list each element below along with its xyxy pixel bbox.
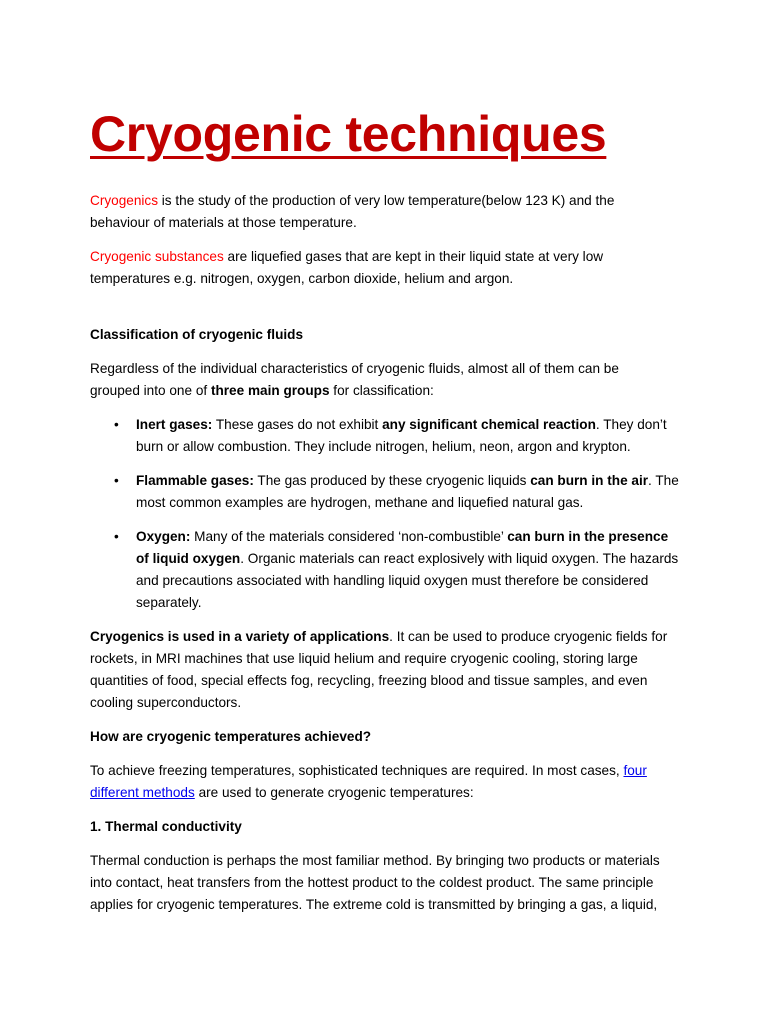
thermal-paragraph: Thermal conduction is perhaps the most familiar method. By bringing two products or materials into contact, heat transfers from the hottest product to the coldest product. The same principle applies for cryogenic temperatures. The extreme cold is transmitted by bringing a gas, a liquid, [90, 853, 660, 912]
achieved-paragraph: To achieve freezing temperatures, sophisticated techniques are required. In most cases, four different methods are used to generate cryogenic temperatures: [90, 763, 647, 800]
list-item: • Inert gases: These gases do not exhibit any significant chemical reaction. They don’t burn or allow combustion. They include nitrogen, helium, neon, argon and krypton. [90, 414, 690, 458]
page-title: Cryogenic techniques [90, 106, 607, 162]
bullet-icon: • [114, 529, 119, 544]
document-body [90, 98, 690, 916]
thermal-heading: 1. Thermal conductivity [90, 819, 242, 834]
cryogenic-substances-term: Cryogenic substances [90, 249, 224, 264]
classification-paragraph: Regardless of the individual characteristics of cryogenic fluids, almost all of them can be grouped into one of three main groups for classification: [90, 361, 619, 398]
classification-heading: Classification of cryogenic fluids [90, 327, 304, 342]
bullet-icon: • [114, 417, 119, 432]
substances-paragraph: Cryogenic substances are liquefied gases that are kept in their liquid state at very low temperatures e.g. nitrogen, oxygen, carbon dioxide, helium and argon. [90, 249, 604, 286]
applications-paragraph: Cryogenics is used in a variety of applications. It can be used to produce cryogenic fields for rockets, in MRI machines that use liquid helium and require cryogenic cooling, storing large quantities of food, special effects fog, recycling, freezing blood and tissue samples, and even cooling superconductors. [90, 629, 668, 710]
four-different-methods-link[interactable]: four different methods [90, 763, 647, 800]
list-item: • Flammable gases: The gas produced by these cryogenic liquids can burn in the air. The most common examples are hydrogen, methane and liquefied natural gas. [90, 470, 690, 514]
fluid-groups-list [90, 414, 690, 614]
bullet-icon: • [114, 473, 119, 488]
intro-paragraph: Cryogenics is the study of the production of very low temperature(below 123 K) and the behaviour of materials at those temperature. [90, 193, 615, 230]
cryogenics-term: Cryogenics [90, 193, 158, 208]
list-item: • Oxygen: Many of the materials considered ‘non-combustible’ can burn in the presence of liquid oxygen. Organic materials can react explosively with liquid oxygen. The hazards and precautions associated with handling liquid oxygen must therefore be considered separately. [90, 526, 690, 614]
achieved-heading: How are cryogenic temperatures achieved? [90, 729, 372, 744]
